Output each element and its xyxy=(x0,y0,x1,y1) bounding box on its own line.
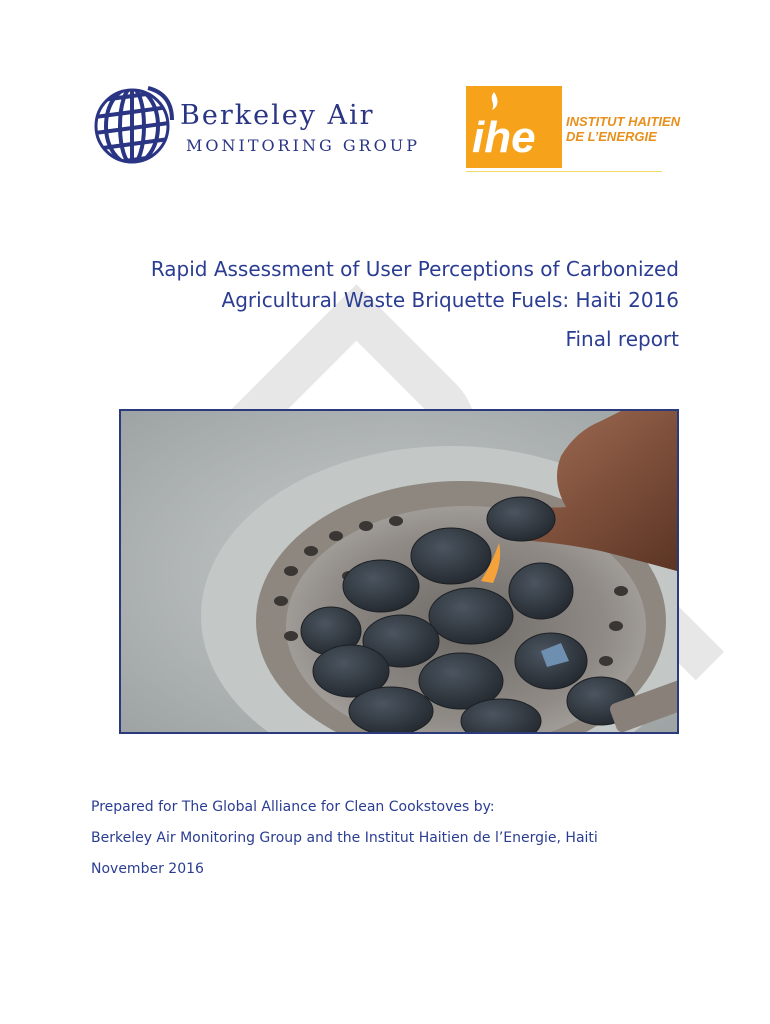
briquette-stove-photo-icon xyxy=(121,411,677,732)
berkeley-air-logo xyxy=(88,80,428,168)
globe-icon xyxy=(88,80,176,168)
report-date: November 2016 xyxy=(91,861,204,877)
title-line2: Agricultural Waste Briquette Fuels: Haiti 2016 xyxy=(221,288,679,312)
ihe-name-line2: DE L’ENERGIE xyxy=(566,129,657,144)
ihe-logo xyxy=(466,86,681,174)
prepared-for-line: Prepared for The Global Alliance for Clean Cookstoves by: xyxy=(91,799,495,815)
report-subtitle: Final report xyxy=(565,327,679,351)
ihe-name xyxy=(566,114,680,144)
authors-line: Berkeley Air Monitoring Group and the Institut Haitien de l’Energie, Haiti xyxy=(91,830,598,846)
ihe-mark-text: ihe xyxy=(472,113,536,162)
ihe-flame-mark-icon xyxy=(466,86,562,168)
title-line1: Rapid Assessment of User Perceptions of Carbonized xyxy=(150,257,679,281)
ihe-name-line1: INSTITUT HAITIEN xyxy=(566,114,681,129)
cover-photo xyxy=(119,409,679,734)
berkeley-name: Berkeley Air xyxy=(180,100,375,131)
ihe-underline xyxy=(466,171,662,172)
berkeley-subname: MONITORING GROUP xyxy=(186,136,421,155)
report-title xyxy=(79,254,679,316)
prepared-by-block xyxy=(91,798,691,891)
